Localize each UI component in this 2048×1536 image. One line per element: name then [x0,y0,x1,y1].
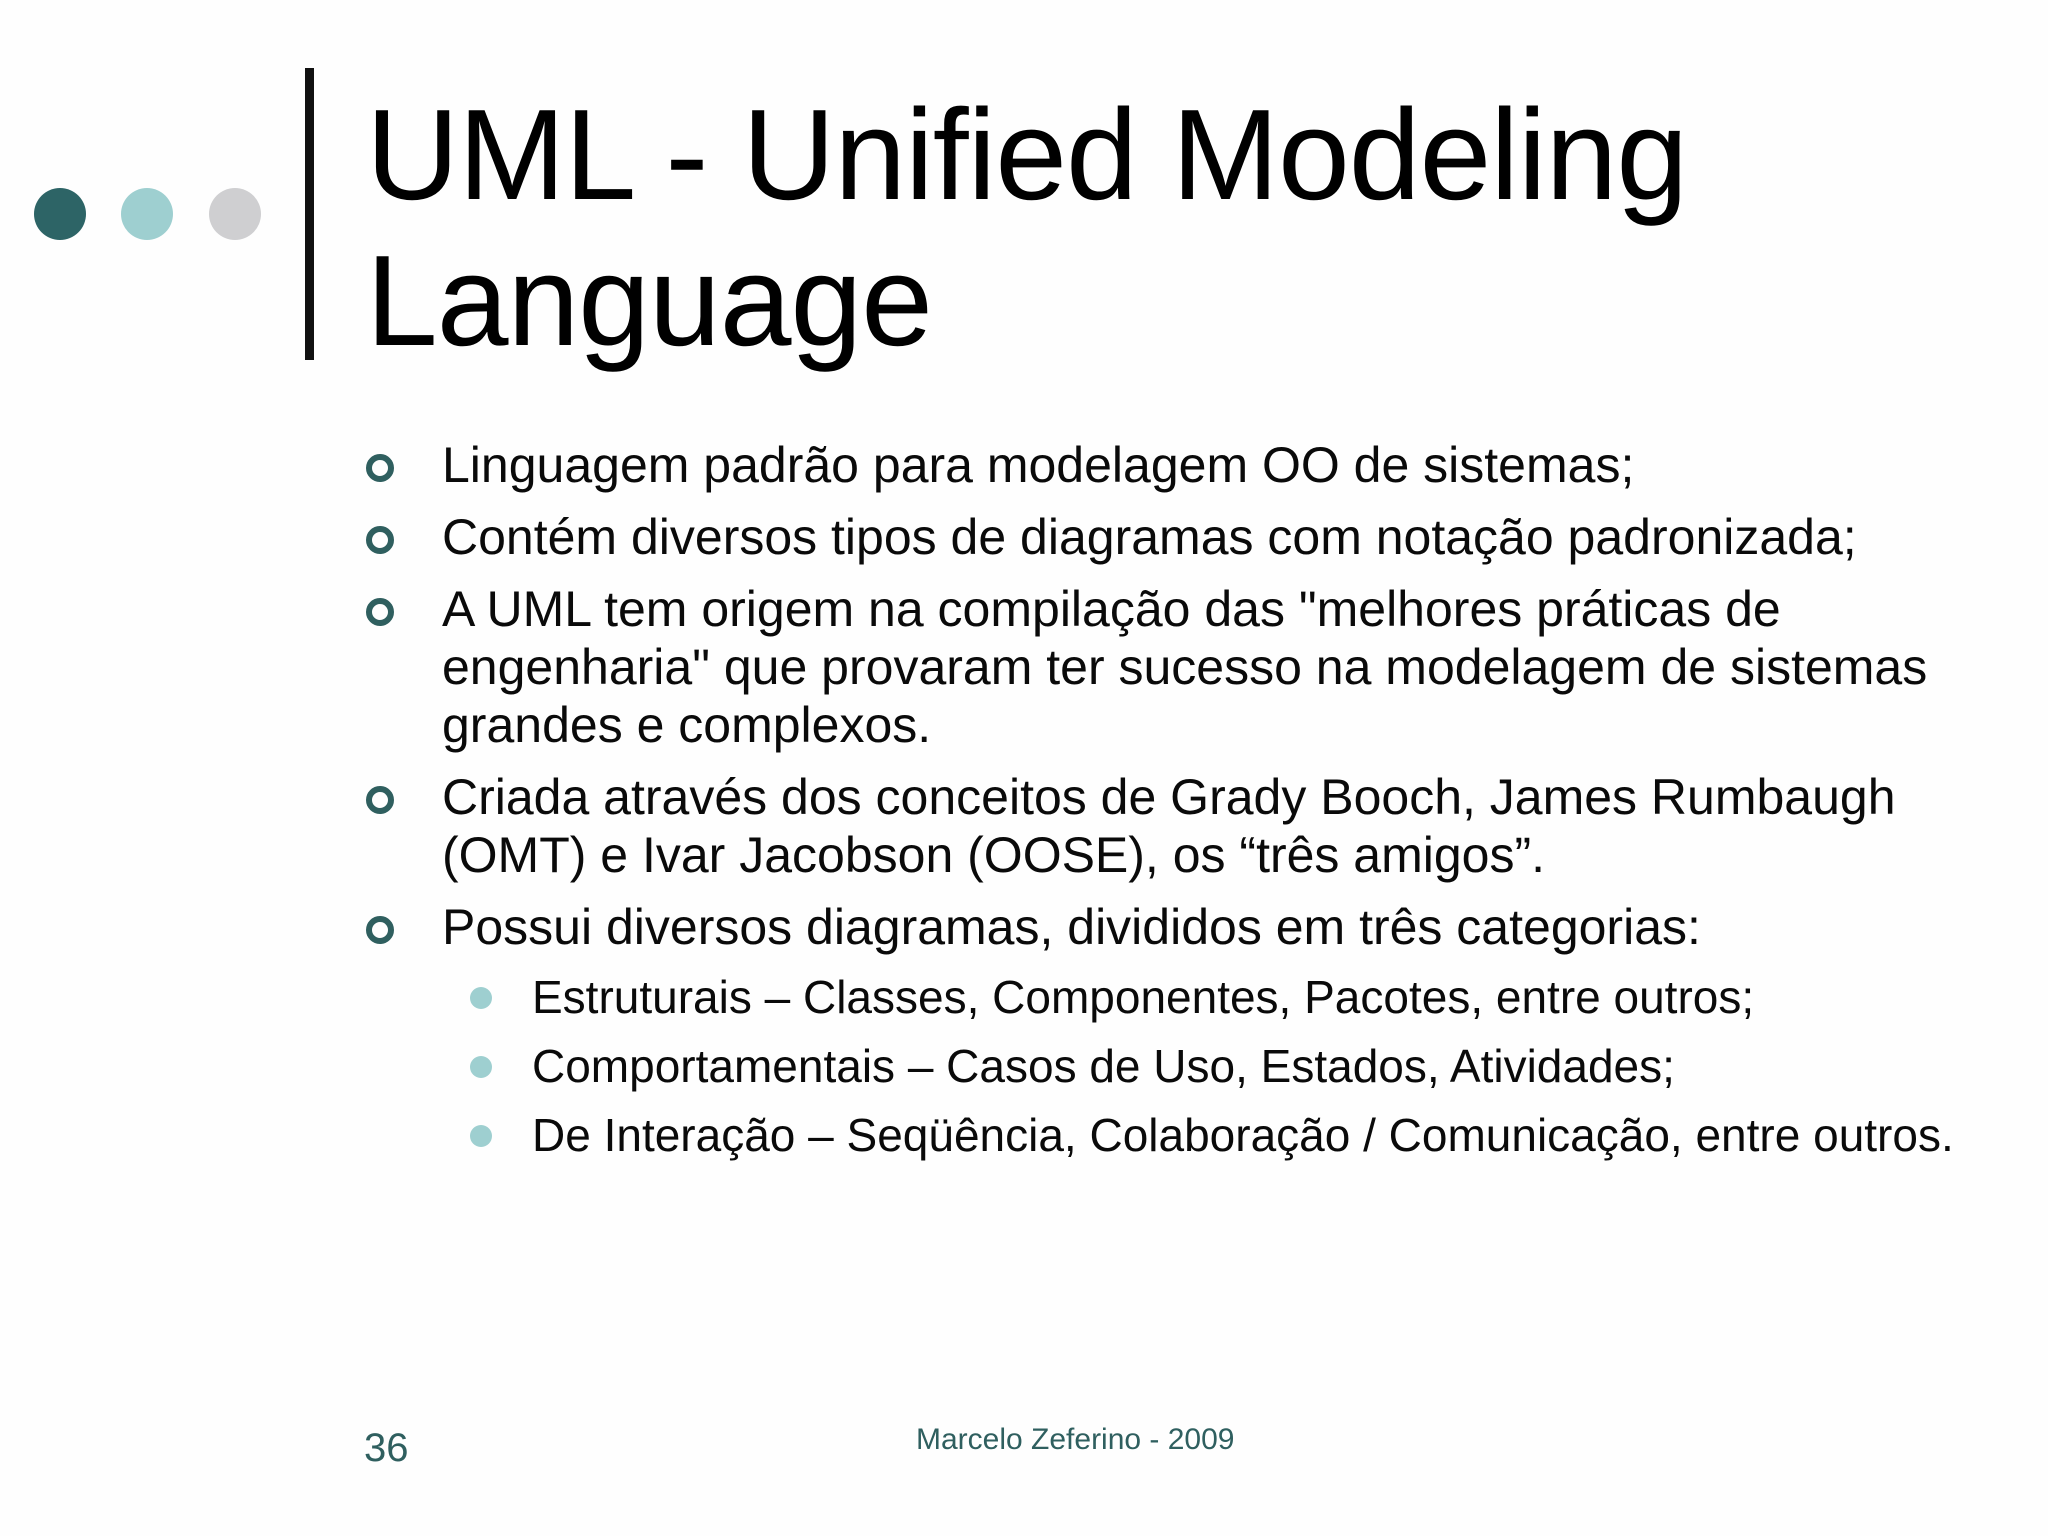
sub-bullet-list [366,970,1986,1163]
sub-bullet-item [366,1039,1986,1094]
ring-bullet-icon [366,786,394,814]
sub-bullet-text: Comportamentais – Casos de Uso, Estados, Atividades; [532,1040,1675,1092]
filled-circle-bullet-icon [470,1125,492,1147]
bullet-item [366,508,1986,566]
slide-title: UML - Unified Modeling Language [366,83,1688,373]
decorative-dots-icon [34,188,264,242]
dark-teal-dot-icon [34,188,86,240]
bullet-item [366,898,1986,956]
filled-circle-bullet-icon [470,987,492,1009]
bullet-text: A UML tem origem na compilação das "melhores práticas de engenharia" que provaram ter sucesso na modelagem de sistemas grandes e complexos. [442,581,1928,753]
ring-bullet-icon [366,454,394,482]
filled-circle-bullet-icon [470,1056,492,1078]
bullet-text: Criada através dos conceitos de Grady Booch, James Rumbaugh (OMT) e Ivar Jacobson (OOSE), os “três amigos”. [442,769,1896,883]
ring-bullet-icon [366,526,394,554]
ring-bullet-icon [366,916,394,944]
bullet-text: Linguagem padrão para modelagem OO de sistemas; [442,437,1635,493]
title-divider-bar [305,68,314,360]
ring-bullet-icon [366,598,394,626]
gray-dot-icon [209,188,261,240]
sub-bullet-text: De Interação – Seqüência, Colaboração / Comunicação, entre outros. [532,1109,1954,1161]
bullet-item [366,436,1986,494]
slide-content [366,436,1986,1177]
bullet-item [366,580,1986,754]
footer-author: Marcelo Zeferino - 2009 [916,1423,1235,1456]
page-number: 36 [364,1426,409,1470]
light-teal-dot-icon [121,188,173,240]
bullet-text: Contém diversos tipos de diagramas com notação padronizada; [442,509,1857,565]
bullet-text: Possui diversos diagramas, divididos em três categorias: [442,899,1701,955]
sub-bullet-item [366,1108,1986,1163]
bullet-item [366,768,1986,884]
sub-bullet-item [366,970,1986,1025]
sub-bullet-text: Estruturais – Classes, Componentes, Pacotes, entre outros; [532,971,1755,1023]
